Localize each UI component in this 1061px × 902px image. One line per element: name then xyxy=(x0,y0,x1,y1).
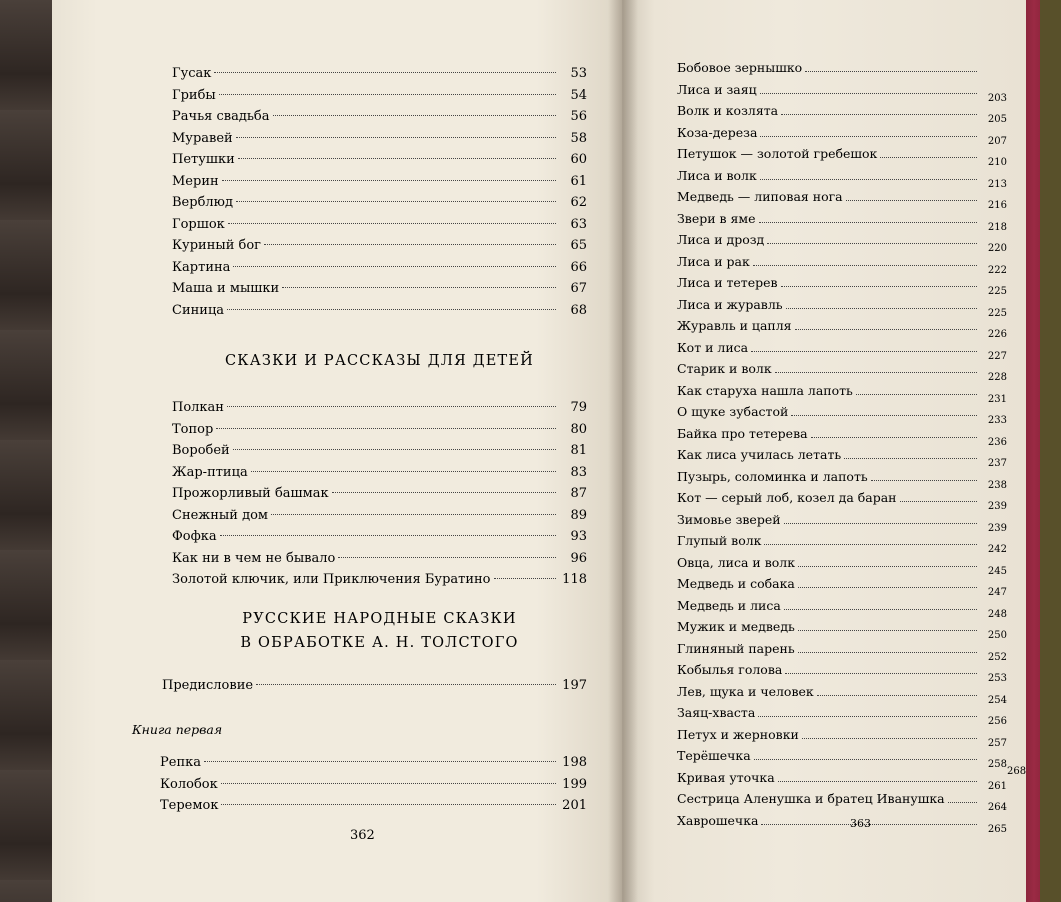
dot-leader xyxy=(784,523,977,524)
toc-entry-title: Лиса и рак xyxy=(677,253,750,269)
toc-entry-title: Кривая уточка xyxy=(677,769,775,785)
dot-leader xyxy=(214,72,556,73)
toc-entry-title: Медведь и собака xyxy=(677,576,795,591)
toc-entry-title: Коза-дереза xyxy=(677,124,758,140)
dot-leader xyxy=(273,115,556,116)
dot-leader xyxy=(781,114,977,115)
toc-entry-title: Маша и мышки xyxy=(172,281,280,296)
toc-entry-title: Фофка xyxy=(172,529,217,544)
dot-leader xyxy=(760,136,977,137)
toc-entry xyxy=(677,767,1007,792)
toc-entry-page: 256 xyxy=(987,716,1007,727)
toc-entry-page: 53 xyxy=(570,66,587,81)
toc-entry xyxy=(677,444,1007,469)
dot-leader xyxy=(775,372,977,373)
dot-leader xyxy=(795,329,977,330)
toc-entry-page: 205 xyxy=(987,114,1007,125)
dot-leader xyxy=(758,716,977,717)
toc-entry-page: 250 xyxy=(987,630,1007,641)
toc-entry xyxy=(162,675,587,697)
dot-leader xyxy=(219,94,556,95)
toc-entry-page: 238 xyxy=(987,479,1007,491)
toc-entry-page: 228 xyxy=(987,372,1007,383)
toc-entry-title: Медведь — липовая нога xyxy=(677,189,843,204)
dot-leader xyxy=(494,578,557,579)
toc-entry xyxy=(172,192,587,214)
toc-entry-page: 201 xyxy=(562,798,587,813)
toc-list-book-one xyxy=(160,752,587,817)
toc-entry-title: Полкан xyxy=(172,400,224,415)
toc-entry-title: Кобылья голова xyxy=(677,662,783,677)
section-heading-folk-tales-line2: В ОБРАБОТКЕ А. Н. ТОЛСТОГО xyxy=(240,635,519,651)
toc-entry-title: Хаврошечка xyxy=(677,812,759,828)
toc-entry-title: Лиса и заяц xyxy=(677,81,757,97)
dot-leader xyxy=(236,201,556,202)
toc-entry-page: 218 xyxy=(987,221,1007,233)
toc-entry xyxy=(677,487,1007,512)
toc-entry-title: Старик и волк xyxy=(677,361,772,376)
toc-entry xyxy=(677,595,1007,620)
toc-entry-page: 265 xyxy=(987,823,1007,835)
toc-entry xyxy=(677,122,1007,147)
toc-entry-page: 239 xyxy=(987,501,1007,512)
section-heading-tales-for-children: СКАЗКИ И РАССКАЗЫ ДЛЯ ДЕТЕЙ xyxy=(225,353,534,369)
toc-entry-page: 222 xyxy=(987,264,1007,276)
toc-entry xyxy=(172,85,587,107)
page-number-right: 363 xyxy=(850,817,871,830)
toc-entry-page: 89 xyxy=(570,507,587,523)
toc-entry xyxy=(677,57,1007,79)
toc-entry-title: Репка xyxy=(160,755,201,770)
toc-entry-page: 66 xyxy=(570,259,587,275)
dot-leader xyxy=(216,428,556,429)
toc-entry xyxy=(172,214,587,236)
toc-entry-page: 248 xyxy=(987,608,1007,620)
dot-leader xyxy=(338,557,556,558)
toc-entry-title: Звери в яме xyxy=(677,210,756,226)
toc-entry xyxy=(677,745,1007,770)
toc-entry xyxy=(172,462,587,484)
toc-entry-title: Мужик и медведь xyxy=(677,619,795,634)
toc-entry-page: 254 xyxy=(987,694,1007,706)
toc-entry-title: Верблюд xyxy=(172,195,233,210)
toc-entry xyxy=(172,149,587,171)
dot-leader xyxy=(856,394,977,395)
toc-entry xyxy=(172,440,587,462)
toc-entry xyxy=(160,774,587,796)
toc-entry-title: Глупый волк xyxy=(677,533,762,548)
dot-leader xyxy=(332,492,556,493)
toc-entry-page: 237 xyxy=(987,458,1007,469)
page-number-left: 362 xyxy=(350,828,375,843)
dot-leader xyxy=(760,93,977,94)
toc-entry-page: 203 xyxy=(987,92,1007,104)
toc-entry-page: 225 xyxy=(987,307,1007,319)
toc-entry-page: 210 xyxy=(987,157,1007,168)
toc-entry xyxy=(172,505,587,527)
toc-entry xyxy=(677,401,1007,426)
toc-entry-title: Медведь и лиса xyxy=(677,597,781,613)
dot-leader xyxy=(880,157,977,158)
toc-entry-title: Глиняный парень xyxy=(677,640,795,656)
toc-entry-page: 225 xyxy=(987,286,1007,297)
toc-entry xyxy=(172,526,587,548)
dot-leader xyxy=(781,286,977,287)
toc-entry xyxy=(172,483,587,505)
toc-entry xyxy=(677,337,1007,362)
toc-entry-page: 197 xyxy=(562,678,587,693)
toc-entry xyxy=(677,530,1007,555)
dot-leader xyxy=(764,544,977,545)
dot-leader xyxy=(786,308,977,309)
toc-entry-title: Кот и лиса xyxy=(677,339,749,355)
dot-leader xyxy=(817,695,977,696)
toc-entry-title: Заяц-хваста xyxy=(677,705,756,720)
toc-entry-page: 58 xyxy=(570,130,587,146)
toc-entry-page: 83 xyxy=(570,464,587,480)
toc-entry xyxy=(677,810,1007,835)
toc-entry-title: Лиса и журавль xyxy=(677,296,783,312)
toc-list-top xyxy=(172,63,587,321)
toc-entry-page: 198 xyxy=(562,755,587,770)
toc-entry-title: Как старуха нашла лапоть xyxy=(677,382,853,398)
dot-leader xyxy=(798,652,977,653)
toc-entry-title: Теремок xyxy=(160,798,219,813)
dot-leader xyxy=(785,673,977,674)
toc-entry xyxy=(677,724,1007,749)
toc-entry xyxy=(677,165,1007,190)
toc-entry-page: 81 xyxy=(570,443,587,458)
toc-entry xyxy=(172,278,587,300)
toc-entry xyxy=(677,358,1007,383)
dot-leader xyxy=(778,781,977,782)
toc-entry xyxy=(677,509,1007,534)
toc-entry-page: 56 xyxy=(570,109,587,124)
toc-entry-page: 87 xyxy=(570,486,587,501)
dot-leader xyxy=(238,158,556,159)
toc-entry-title: Петушки xyxy=(172,152,235,167)
dot-leader xyxy=(798,566,977,567)
toc-entry xyxy=(172,63,587,85)
toc-entry-title: Топор xyxy=(172,421,214,437)
toc-entry xyxy=(677,466,1007,491)
toc-entry-title: Мерин xyxy=(172,173,219,189)
toc-entry-title: Синица xyxy=(172,302,225,318)
dot-leader xyxy=(900,501,977,502)
toc-entry-page: 93 xyxy=(570,529,587,544)
toc-entry xyxy=(172,548,587,570)
book-cover-inner xyxy=(1040,0,1061,902)
toc-entry-page: 231 xyxy=(987,393,1007,405)
toc-entry xyxy=(677,143,1007,168)
dot-leader xyxy=(846,200,977,201)
toc-entry xyxy=(677,423,1007,448)
dot-leader xyxy=(221,804,556,805)
toc-entry-page: 257 xyxy=(987,737,1007,749)
dot-leader xyxy=(805,71,977,72)
toc-entry xyxy=(677,272,1007,297)
toc-entry xyxy=(172,300,587,322)
extra-page-number: 268 xyxy=(1007,766,1027,777)
toc-entry-title: О щуке зубастой xyxy=(677,404,789,419)
dot-leader xyxy=(227,309,556,310)
toc-entry xyxy=(677,573,1007,598)
dot-leader xyxy=(784,609,977,610)
toc-entry-title: Рачья свадьба xyxy=(172,109,270,124)
section-heading-folk-tales-line1: РУССКИЕ НАРОДНЫЕ СКАЗКИ xyxy=(242,611,517,627)
toc-entry-page: 61 xyxy=(570,173,587,189)
toc-entry-title: Журавль и цапля xyxy=(677,318,792,333)
toc-entry xyxy=(677,186,1007,211)
dot-leader xyxy=(811,437,977,438)
dot-leader xyxy=(871,480,977,481)
dot-leader xyxy=(798,587,977,588)
toc-entry-title: Зимовье зверей xyxy=(677,511,781,527)
toc-entry-page: 216 xyxy=(987,200,1007,211)
toc-entry-page: 258 xyxy=(987,759,1007,770)
toc-entry-title: Байка про тетерева xyxy=(677,425,808,441)
toc-entry xyxy=(172,257,587,279)
toc-entry-title: Лиса и волк xyxy=(677,167,757,183)
toc-list-right xyxy=(677,57,1007,835)
toc-entry-page: 67 xyxy=(570,281,587,296)
dot-leader xyxy=(222,180,556,181)
toc-entry xyxy=(677,208,1007,233)
toc-entry-page: 207 xyxy=(987,135,1007,147)
toc-entry xyxy=(172,106,587,128)
toc-entry-page: 80 xyxy=(570,421,587,437)
toc-entry xyxy=(172,569,587,591)
toc-entry-page: 253 xyxy=(987,673,1007,684)
toc-entry-page: 245 xyxy=(987,565,1007,577)
toc-entry-title: Петух и жерновки xyxy=(677,726,799,742)
dot-leader xyxy=(227,406,556,407)
toc-entry xyxy=(677,616,1007,641)
toc-entry-title: Волк и козлята xyxy=(677,103,779,118)
toc-entry-page: 239 xyxy=(987,522,1007,534)
toc-entry-title: Жар-птица xyxy=(172,464,248,480)
toc-entry-page: 62 xyxy=(570,195,587,210)
dot-leader xyxy=(236,137,556,138)
dot-leader xyxy=(753,265,977,266)
toc-entry-title: Лиса и тетерев xyxy=(677,275,778,290)
toc-entry-title: Прожорливый башмак xyxy=(172,486,329,501)
dot-leader xyxy=(233,266,556,267)
dot-leader xyxy=(228,223,556,224)
toc-entry-title: Петушок — золотой гребешок xyxy=(677,146,878,161)
dot-leader xyxy=(256,684,556,685)
toc-entry-page: 60 xyxy=(570,152,587,167)
toc-entry-page: 227 xyxy=(987,350,1007,362)
toc-entry xyxy=(172,128,587,150)
toc-entry xyxy=(172,235,587,257)
toc-entry-page: 252 xyxy=(987,651,1007,663)
dot-leader xyxy=(204,761,556,762)
toc-entry xyxy=(677,380,1007,405)
toc-entry-title: Лев, щука и человек xyxy=(677,683,814,699)
toc-preface xyxy=(162,675,587,697)
toc-entry-page: 96 xyxy=(570,550,587,566)
toc-entry xyxy=(677,681,1007,706)
toc-entry xyxy=(160,795,587,817)
dot-leader xyxy=(767,243,977,244)
dot-leader xyxy=(948,802,977,803)
toc-entry-page: 264 xyxy=(987,802,1007,813)
toc-entry-title: Сестрица Аленушка и братец Иванушка xyxy=(677,791,945,806)
dot-leader xyxy=(220,535,556,536)
toc-entry xyxy=(677,788,1007,813)
toc-entry-title: Кот — серый лоб, козел да баран xyxy=(677,490,897,505)
dot-leader xyxy=(221,783,556,784)
toc-entry xyxy=(677,100,1007,125)
toc-entry-title: Бобовое зернышко xyxy=(677,60,803,75)
dot-leader xyxy=(251,471,556,472)
toc-entry xyxy=(677,552,1007,577)
dot-leader xyxy=(754,759,977,760)
toc-entry-page: 54 xyxy=(570,87,587,103)
dot-leader xyxy=(282,287,556,288)
toc-entry-page: 63 xyxy=(570,216,587,232)
toc-entry-page: 233 xyxy=(987,415,1007,426)
toc-entry xyxy=(677,229,1007,254)
toc-entry-title: Как лиса училась летать xyxy=(677,447,842,462)
dot-leader xyxy=(791,415,977,416)
toc-entry-page: 65 xyxy=(570,238,587,253)
toc-entry-page: 68 xyxy=(570,302,587,318)
dot-leader xyxy=(844,458,977,459)
dot-leader xyxy=(802,738,977,739)
toc-entry xyxy=(172,419,587,441)
toc-entry xyxy=(677,638,1007,663)
toc-entry-page: 236 xyxy=(987,436,1007,448)
toc-entry-title: Картина xyxy=(172,259,231,275)
toc-entry-page: 226 xyxy=(987,329,1007,340)
book-label: Книга первая xyxy=(132,722,223,737)
toc-entry-title: Предисловие xyxy=(162,678,254,693)
toc-entry-title: Куриный бог xyxy=(172,238,261,253)
toc-entry-title: Овца, лиса и волк xyxy=(677,554,796,570)
toc-entry-page: 79 xyxy=(570,400,587,415)
toc-entry xyxy=(677,702,1007,727)
toc-entry-title: Горшок xyxy=(172,216,225,232)
toc-entry-title: Колобок xyxy=(160,776,218,792)
dot-leader xyxy=(759,222,977,223)
toc-entry-page: 220 xyxy=(987,243,1007,254)
toc-entry xyxy=(172,171,587,193)
toc-entry-title: Пузырь, соломинка и лапоть xyxy=(677,468,868,484)
toc-entry-title: Золотой ключик, или Приключения Буратино xyxy=(172,572,491,587)
dot-leader xyxy=(760,179,977,180)
toc-entry-title: Лиса и дрозд xyxy=(677,232,765,247)
toc-entry-page: 247 xyxy=(987,587,1007,598)
toc-entry-title: Снежный дом xyxy=(172,507,269,523)
toc-entry-title: Гусак xyxy=(172,66,212,81)
toc-entry-title: Грибы xyxy=(172,87,216,103)
dot-leader xyxy=(233,449,556,450)
toc-entry xyxy=(677,315,1007,340)
toc-entry xyxy=(172,397,587,419)
toc-entry xyxy=(160,752,587,774)
toc-entry-title: Воробей xyxy=(172,443,230,458)
toc-entry-page: 199 xyxy=(562,776,587,792)
toc-entry-page: 213 xyxy=(987,178,1007,190)
dot-leader xyxy=(798,630,977,631)
toc-entry xyxy=(677,79,1007,104)
dot-leader xyxy=(271,514,556,515)
toc-entry xyxy=(677,251,1007,276)
toc-entry-page: 118 xyxy=(562,572,587,587)
toc-entry xyxy=(677,294,1007,319)
toc-entry-title: Муравей xyxy=(172,130,233,146)
toc-entry xyxy=(677,659,1007,684)
book-gutter xyxy=(608,0,638,902)
toc-list-tales-for-children xyxy=(172,397,587,591)
toc-entry-title: Терёшечка xyxy=(677,748,751,763)
dot-leader xyxy=(264,244,556,245)
toc-entry-page: 242 xyxy=(987,544,1007,555)
toc-entry-title: Как ни в чем не бывало xyxy=(172,550,336,566)
dot-leader xyxy=(751,351,977,352)
toc-entry-page: 261 xyxy=(987,780,1007,792)
